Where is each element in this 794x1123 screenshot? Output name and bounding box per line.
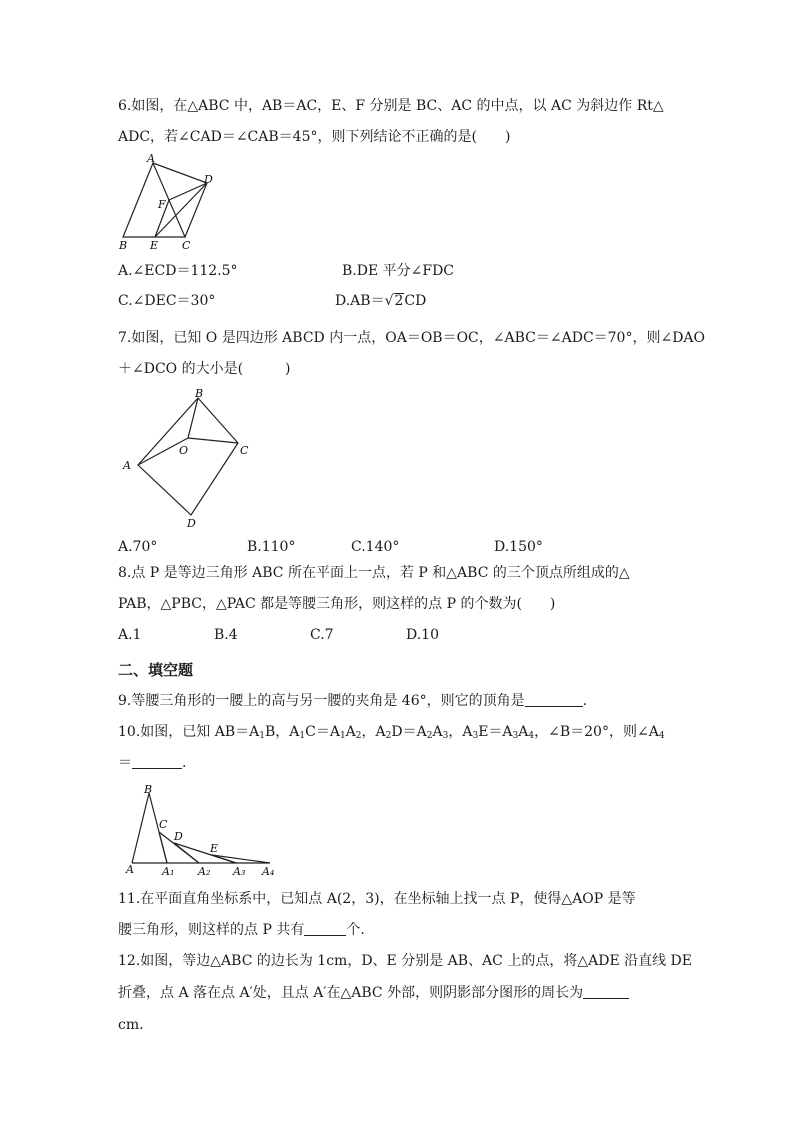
- q10-part: D＝A: [391, 724, 427, 740]
- q7-label-o: O: [179, 444, 189, 457]
- q11-text-line1: 11.在平面直角坐标系中，已知点 A(2，3)，在坐标轴上找一点 P，使得△AOP 是等: [118, 891, 636, 907]
- q10-segment-ab: [132, 793, 149, 863]
- subscript: 2: [426, 731, 433, 741]
- q7-label-c: C: [240, 444, 249, 457]
- q10-part: A: [345, 724, 356, 740]
- q12-prompt: 折叠，点 A 落在点 A′处，且点 A′在△ABC 外部，则阴影部分图形的周长为: [118, 985, 584, 1001]
- subscript: 1: [339, 731, 346, 741]
- q10-equals: ＝: [118, 755, 132, 771]
- q7-label-b: B: [195, 387, 204, 400]
- q7-option-a: A.70°: [118, 539, 158, 555]
- q10-part: ，A: [361, 724, 386, 740]
- q7-option-b: B.110°: [247, 539, 296, 555]
- q11-answer-blank[interactable]: [304, 921, 346, 936]
- q6-figure: [115, 152, 225, 255]
- section-title-fill-in: 二、填空题: [118, 661, 194, 679]
- q7-label-d: D: [187, 517, 196, 530]
- q11-prompt: 腰三角形，则这样的点 P 共有: [118, 922, 305, 938]
- subscript: 1: [299, 731, 306, 741]
- q10-label-d: D: [174, 830, 183, 843]
- q10-part: ，A: [448, 724, 473, 740]
- q10-label-a4: A₄: [262, 865, 275, 878]
- q6-option-d-prefix: D.AB＝: [335, 293, 385, 309]
- q8-text-line2: PAB，△PBC，△PAC 都是等腰三角形，则这样的点 P 的个数为( ): [118, 596, 556, 612]
- q9-prompt: 9.等腰三角形的一腰上的高与另一腰的夹角是 46°，则它的顶角是: [118, 693, 525, 709]
- q10-text-line2: [118, 753, 186, 773]
- subscript: 4: [528, 731, 535, 741]
- q10-label-a: A: [126, 863, 134, 876]
- q11-end: 个.: [346, 922, 365, 938]
- subscript: 3: [442, 731, 449, 741]
- subscript: 2: [355, 731, 362, 741]
- q6-label-f: F: [158, 198, 166, 211]
- q10-figure: [122, 785, 282, 877]
- q10-label-e: E: [210, 842, 219, 855]
- q7-text-line2: ＋∠DCO 的大小是( ): [118, 361, 291, 377]
- q10-text-line1: [118, 722, 665, 746]
- subscript: 2: [385, 731, 392, 741]
- q10-part: E＝A: [478, 724, 513, 740]
- q7-option-d: D.150°: [494, 539, 543, 555]
- q6-option-d-suffix: CD: [404, 293, 427, 309]
- q12-text-line3: cm.: [118, 1017, 144, 1033]
- q12-text-line2: [118, 983, 629, 1003]
- q10-segment-a2d: [174, 843, 199, 863]
- q6-text-line2: ADC，若∠CAD＝∠CAB＝45°，则下列结论不正确的是( ): [118, 129, 511, 145]
- q7-option-c: C.140°: [351, 539, 400, 555]
- q10-end: .: [182, 755, 187, 771]
- q7-text-line1: 7.如图，已知 O 是四边形 ABCD 内一点，OA＝OB＝OC，∠ABC＝∠ADC＝70°，则∠DAO: [118, 330, 706, 346]
- q11-text-line2: [118, 920, 365, 940]
- q10-label-b: B: [144, 783, 153, 796]
- q8-option-a: A.1: [118, 627, 142, 643]
- q6-option-d: [335, 291, 426, 311]
- q7-label-a: A: [123, 459, 131, 472]
- q6-option-b: B.DE 平分∠FDC: [342, 263, 455, 279]
- q6-label-e: E: [150, 239, 159, 252]
- q10-part: ，∠B＝20°，则∠A: [534, 724, 659, 740]
- q9-answer-blank[interactable]: [525, 692, 583, 707]
- subscript: 3: [472, 731, 479, 741]
- q9-text: [118, 691, 587, 711]
- q10-label-a1: A₁: [162, 865, 175, 878]
- q7-figure: [118, 388, 268, 530]
- q10-part: A: [518, 724, 529, 740]
- q6-label-d: D: [204, 173, 213, 186]
- q6-label-b: B: [119, 239, 128, 252]
- q8-text-line1: 8.点 P 是等边三角形 ABC 所在平面上一点，若 P 和△ABC 的三个顶点所组成的△: [118, 565, 630, 581]
- q10-label-a3: A₃: [233, 865, 246, 878]
- subscript: 4: [658, 731, 665, 741]
- q8-option-b: B.4: [214, 627, 238, 643]
- q10-answer-blank[interactable]: [132, 754, 182, 769]
- q10-part: 10.如图，已知 AB＝A: [118, 724, 260, 740]
- q7-segment-oc: [188, 438, 238, 443]
- q12-text-line1: 12.如图，等边△ABC 的边长为 1cm，D、E 分别是 AB、AC 上的点，将△ADE 沿直线 DE: [118, 953, 693, 969]
- q9-end: .: [582, 693, 588, 709]
- q10-segment-ea4: [212, 855, 270, 863]
- q10-label-c: C: [159, 818, 168, 831]
- q6-label-a: A: [147, 152, 155, 165]
- q6-label-c: C: [182, 239, 191, 252]
- q6-option-a: A.∠ECD＝112.5°: [118, 263, 238, 279]
- q10-part: C＝A: [305, 724, 340, 740]
- subscript: 3: [512, 731, 519, 741]
- q6-option-c: C.∠DEC＝30°: [118, 293, 216, 309]
- q8-option-c: C.7: [310, 627, 334, 643]
- q6-triangle-abc: [123, 163, 185, 237]
- sqrt-sign: √: [384, 293, 394, 309]
- q12-answer-blank[interactable]: [583, 984, 629, 999]
- q10-part: B，A: [264, 724, 300, 740]
- subscript: 1: [259, 731, 265, 741]
- q6-option-d-radical: 2: [394, 293, 404, 309]
- q8-option-d: D.10: [406, 627, 439, 643]
- q10-part: A: [432, 724, 443, 740]
- q6-text-line1: 6.如图，在△ABC 中，AB＝AC，E、F 分别是 BC、AC 的中点，以 AC 为斜边作 Rt△: [118, 98, 664, 114]
- q10-label-a2: A₂: [198, 865, 211, 878]
